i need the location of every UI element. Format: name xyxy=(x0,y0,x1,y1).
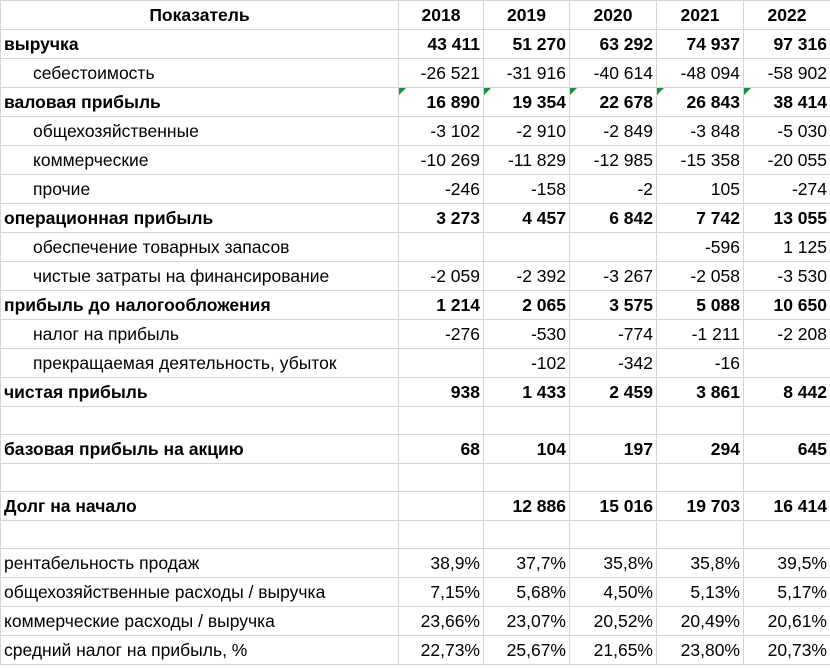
row-label-cell[interactable] xyxy=(1,407,399,435)
value-cell[interactable]: 20,73% xyxy=(744,636,830,665)
value-cell[interactable]: -20 055 xyxy=(744,146,830,175)
table-row xyxy=(1,262,830,291)
value-cell[interactable]: 19 703 xyxy=(657,492,744,521)
value-cell[interactable] xyxy=(744,407,830,435)
value-cell[interactable]: 105 xyxy=(657,175,744,204)
value-cell[interactable]: 20,52% xyxy=(570,607,657,636)
value-cell[interactable]: 74 937 xyxy=(657,30,744,59)
value-cell[interactable]: 38,9% xyxy=(399,549,484,578)
value-cell[interactable]: -3 530 xyxy=(744,262,830,291)
value-cell[interactable]: -3 267 xyxy=(570,262,657,291)
value-cell[interactable]: 20,61% xyxy=(744,607,830,636)
value-cell[interactable]: 10 650 xyxy=(744,291,830,320)
value-cell[interactable]: 23,07% xyxy=(484,607,570,636)
value-cell[interactable] xyxy=(399,464,484,492)
value-cell[interactable]: -2 058 xyxy=(657,262,744,291)
value-cell[interactable] xyxy=(570,521,657,549)
table-row xyxy=(1,607,830,636)
table-row xyxy=(1,578,830,607)
value-cell[interactable]: 16 890 xyxy=(399,88,484,117)
value-cell[interactable]: 19 354 xyxy=(484,88,570,117)
value-cell[interactable]: -5 030 xyxy=(744,117,830,146)
row-label-cell[interactable]: валовая прибыль xyxy=(1,88,399,117)
value-cell[interactable]: 1 214 xyxy=(399,291,484,320)
value-cell[interactable]: -10 269 xyxy=(399,146,484,175)
value-cell[interactable] xyxy=(399,521,484,549)
value-cell[interactable]: 4 457 xyxy=(484,204,570,233)
header-label-cell[interactable]: Показатель xyxy=(1,1,399,30)
value-cell[interactable]: 26 843 xyxy=(657,88,744,117)
value-cell[interactable] xyxy=(570,464,657,492)
value-cell[interactable]: 15 016 xyxy=(570,492,657,521)
header-year-cell[interactable]: 2020 xyxy=(570,1,657,30)
value-cell[interactable]: 7 742 xyxy=(657,204,744,233)
value-cell[interactable]: -2 059 xyxy=(399,262,484,291)
table-row xyxy=(1,549,830,578)
row-label-cell[interactable]: прибыль до налогообложения xyxy=(1,291,399,320)
value-cell[interactable]: -3 848 xyxy=(657,117,744,146)
table-row xyxy=(1,88,830,117)
row-label-cell[interactable]: коммерческие расходы / выручка xyxy=(1,607,399,636)
row-label-cell[interactable]: налог на прибыль xyxy=(1,320,399,349)
row-label-cell[interactable]: себестоимость xyxy=(1,59,399,88)
value-cell[interactable]: -2 910 xyxy=(484,117,570,146)
value-cell[interactable] xyxy=(484,233,570,262)
value-cell[interactable]: 5,17% xyxy=(744,578,830,607)
value-cell[interactable]: 35,8% xyxy=(570,549,657,578)
table-row xyxy=(1,636,830,665)
value-cell[interactable] xyxy=(399,233,484,262)
value-cell[interactable]: 2 459 xyxy=(570,378,657,407)
value-cell[interactable]: 43 411 xyxy=(399,30,484,59)
row-label-cell[interactable]: прочие xyxy=(1,175,399,204)
table-row xyxy=(1,492,830,521)
value-cell[interactable]: 1 433 xyxy=(484,378,570,407)
value-cell[interactable]: 13 055 xyxy=(744,204,830,233)
value-cell[interactable]: 8 442 xyxy=(744,378,830,407)
value-cell[interactable] xyxy=(399,407,484,435)
value-cell[interactable]: 16 414 xyxy=(744,492,830,521)
value-cell[interactable]: -1 211 xyxy=(657,320,744,349)
row-label-cell[interactable]: операционная прибыль xyxy=(1,204,399,233)
value-cell[interactable]: -530 xyxy=(484,320,570,349)
value-cell[interactable]: 38 414 xyxy=(744,88,830,117)
value-cell[interactable]: 3 575 xyxy=(570,291,657,320)
header-year-cell[interactable]: 2019 xyxy=(484,1,570,30)
value-cell[interactable]: 37,7% xyxy=(484,549,570,578)
table-row xyxy=(1,349,830,378)
value-cell[interactable]: -2 208 xyxy=(744,320,830,349)
table-row xyxy=(1,117,830,146)
value-cell[interactable]: -774 xyxy=(570,320,657,349)
row-label-cell[interactable] xyxy=(1,521,399,549)
table-row xyxy=(1,59,830,88)
value-cell[interactable] xyxy=(399,492,484,521)
value-cell[interactable]: 6 842 xyxy=(570,204,657,233)
value-cell[interactable] xyxy=(657,407,744,435)
value-cell[interactable]: 23,80% xyxy=(657,636,744,665)
header-row xyxy=(1,1,830,30)
value-cell[interactable]: -2 392 xyxy=(484,262,570,291)
value-cell[interactable]: -26 521 xyxy=(399,59,484,88)
value-cell[interactable] xyxy=(744,521,830,549)
value-cell[interactable]: -3 102 xyxy=(399,117,484,146)
value-cell[interactable]: -274 xyxy=(744,175,830,204)
value-cell[interactable]: 2 065 xyxy=(484,291,570,320)
value-cell[interactable] xyxy=(744,464,830,492)
row-label-cell[interactable] xyxy=(1,464,399,492)
value-cell[interactable]: -2 xyxy=(570,175,657,204)
value-cell[interactable]: 5,13% xyxy=(657,578,744,607)
value-cell[interactable]: -596 xyxy=(657,233,744,262)
value-cell[interactable]: -31 916 xyxy=(484,59,570,88)
row-label-cell[interactable]: средний налог на прибыль, % xyxy=(1,636,399,665)
value-cell[interactable]: 22 678 xyxy=(570,88,657,117)
value-cell[interactable]: 4,50% xyxy=(570,578,657,607)
table-row xyxy=(1,204,830,233)
row-label-cell[interactable]: общехозяйственные расходы / выручка xyxy=(1,578,399,607)
value-cell[interactable]: 1 125 xyxy=(744,233,830,262)
value-cell[interactable]: 21,65% xyxy=(570,636,657,665)
table-row xyxy=(1,146,830,175)
table-row xyxy=(1,407,830,435)
table-row xyxy=(1,521,830,549)
value-cell[interactable] xyxy=(744,349,830,378)
value-cell[interactable]: -15 358 xyxy=(657,146,744,175)
value-cell[interactable] xyxy=(399,349,484,378)
row-label-cell[interactable]: чистая прибыль xyxy=(1,378,399,407)
table-body xyxy=(1,30,830,665)
value-cell[interactable]: -16 xyxy=(657,349,744,378)
value-cell[interactable]: -12 985 xyxy=(570,146,657,175)
row-label-cell[interactable]: базовая прибыль на акцию xyxy=(1,435,399,464)
value-cell[interactable]: 12 886 xyxy=(484,492,570,521)
table-row xyxy=(1,175,830,204)
value-cell[interactable]: 5,68% xyxy=(484,578,570,607)
value-cell[interactable]: 51 270 xyxy=(484,30,570,59)
value-cell[interactable]: 5 088 xyxy=(657,291,744,320)
value-cell[interactable]: -48 094 xyxy=(657,59,744,88)
value-cell[interactable]: 645 xyxy=(744,435,830,464)
header-year-cell[interactable]: 2018 xyxy=(399,1,484,30)
value-cell[interactable]: -58 902 xyxy=(744,59,830,88)
row-label-cell[interactable]: Долг на начало xyxy=(1,492,399,521)
value-cell[interactable]: 104 xyxy=(484,435,570,464)
header-year-cell[interactable]: 2022 xyxy=(744,1,830,30)
table-row xyxy=(1,378,830,407)
value-cell[interactable]: -11 829 xyxy=(484,146,570,175)
header-year-cell[interactable]: 2021 xyxy=(657,1,744,30)
value-cell[interactable]: 25,67% xyxy=(484,636,570,665)
value-cell[interactable]: 7,15% xyxy=(399,578,484,607)
value-cell[interactable]: -246 xyxy=(399,175,484,204)
value-cell[interactable]: 68 xyxy=(399,435,484,464)
value-cell[interactable] xyxy=(657,464,744,492)
value-cell[interactable]: -40 614 xyxy=(570,59,657,88)
row-label-cell[interactable]: чистые затраты на финансирование xyxy=(1,262,399,291)
value-cell[interactable]: -2 849 xyxy=(570,117,657,146)
table-row xyxy=(1,291,830,320)
value-cell[interactable]: 197 xyxy=(570,435,657,464)
row-label-cell[interactable]: выручка xyxy=(1,30,399,59)
value-cell[interactable] xyxy=(570,233,657,262)
value-cell[interactable]: 39,5% xyxy=(744,549,830,578)
value-cell[interactable]: 97 316 xyxy=(744,30,830,59)
value-cell[interactable] xyxy=(484,464,570,492)
row-label-cell[interactable]: прекращаемая деятельность, убыток xyxy=(1,349,399,378)
table-row xyxy=(1,464,830,492)
value-cell[interactable]: 22,73% xyxy=(399,636,484,665)
value-cell[interactable]: 35,8% xyxy=(657,549,744,578)
row-label-cell[interactable]: обеспечение товарных запасов xyxy=(1,233,399,262)
value-cell[interactable]: 294 xyxy=(657,435,744,464)
value-cell[interactable]: 23,66% xyxy=(399,607,484,636)
table-row xyxy=(1,233,830,262)
value-cell[interactable]: -158 xyxy=(484,175,570,204)
row-label-cell[interactable]: общехозяйственные xyxy=(1,117,399,146)
table-row xyxy=(1,435,830,464)
value-cell[interactable]: 63 292 xyxy=(570,30,657,59)
value-cell[interactable] xyxy=(484,407,570,435)
value-cell[interactable]: 938 xyxy=(399,378,484,407)
table-row xyxy=(1,320,830,349)
value-cell[interactable]: -276 xyxy=(399,320,484,349)
value-cell[interactable] xyxy=(570,407,657,435)
value-cell[interactable]: 3 273 xyxy=(399,204,484,233)
value-cell[interactable] xyxy=(657,521,744,549)
value-cell[interactable]: -102 xyxy=(484,349,570,378)
row-label-cell[interactable]: рентабельность продаж xyxy=(1,549,399,578)
row-label-cell[interactable]: коммерческие xyxy=(1,146,399,175)
table-row xyxy=(1,30,830,59)
value-cell[interactable]: 3 861 xyxy=(657,378,744,407)
value-cell[interactable] xyxy=(484,521,570,549)
value-cell[interactable]: -342 xyxy=(570,349,657,378)
value-cell[interactable]: 20,49% xyxy=(657,607,744,636)
